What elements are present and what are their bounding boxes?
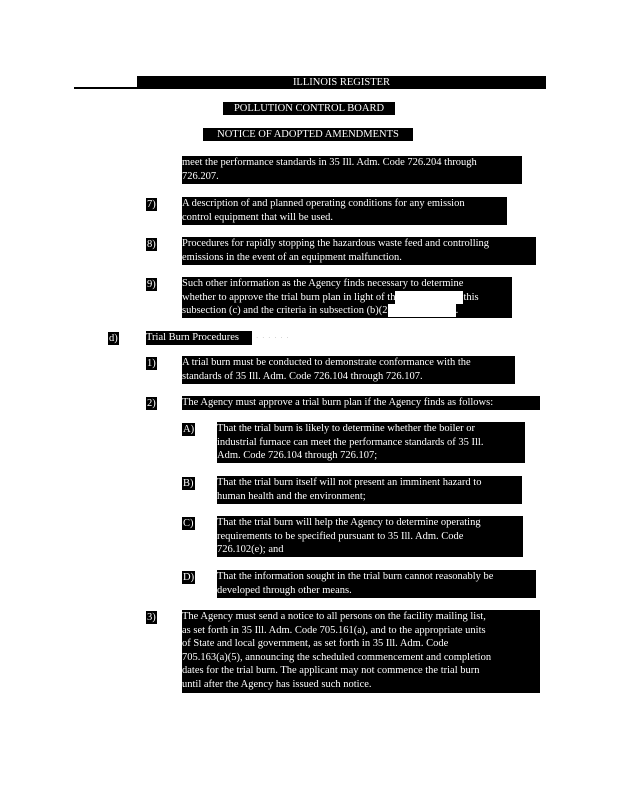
item-d3-text (182, 610, 540, 693)
item-A-text (217, 422, 525, 463)
text-line: 726.207. (182, 170, 219, 182)
text-line: Adm. Code 726.104 through 726.107; (217, 450, 378, 461)
text-line: Such other information as the Agency finds necessary to determine (182, 278, 464, 289)
text-fragment: whether to approve the trial burn plan in light of th (182, 291, 396, 303)
text-line: dates for the trial burn. The applicant may not commence the trial burn (182, 665, 480, 676)
section-d-heading (146, 331, 252, 345)
text-line: The Agency must send a notice to all persons on the facility mailing list, (182, 611, 486, 622)
item-7-label: 7) (147, 199, 156, 210)
text-line: That the trial burn itself will not present an imminent hazard to (217, 477, 482, 488)
text-line: as set forth in 35 Ill. Adm. Code 705.161(a), and to the appropriate units (182, 624, 486, 636)
text-line: The Agency must approve a trial burn plan if the Agency finds as follows: (182, 397, 494, 408)
item-D-label: D) (183, 572, 195, 583)
item-d2-text (182, 396, 540, 410)
text-line: That the trial burn will help the Agency to determine operating (217, 517, 481, 528)
text-line: That the information sought in the trial burn cannot reasonably be (217, 571, 494, 582)
redaction-gap (395, 291, 463, 304)
item-d2-label: 2) (147, 398, 156, 409)
item-9-label: 9) (147, 279, 156, 290)
register-title (137, 76, 546, 88)
item-C-label: C) (183, 518, 194, 529)
board-title-text: POLLUTION CONTROL BOARD (233, 103, 385, 114)
item-D-text (217, 570, 536, 598)
text-line: human health and the environment; (217, 490, 366, 502)
item-d1-label: 1) (147, 358, 156, 369)
text-line: of State and local government, as set forth in 35 Ill. Adm. Code (182, 638, 449, 649)
text-line: 705.163(a)(5), announcing the scheduled commencement and completion (182, 651, 492, 663)
item-B-label: B) (183, 478, 194, 489)
text-line (182, 304, 512, 318)
text-line: until after the Agency has issued such notice. (182, 678, 372, 690)
item-B-text (217, 476, 522, 504)
item-C-text (217, 516, 523, 557)
text-line: developed through other means. (217, 584, 352, 596)
item-8-label: 8) (147, 239, 156, 250)
scan-smudge-text: · · · · · · (256, 334, 290, 342)
text-line: 726.102(e); and (217, 544, 284, 555)
text-line: A description of and planned operating conditions for any emission (182, 198, 465, 209)
section-d-label: d) (109, 333, 118, 344)
section-d-heading-text: Trial Burn Procedures (146, 332, 239, 343)
text-line: meet the performance standards in 35 Ill. Adm. Code 726.204 through (182, 157, 477, 168)
item-d1-text (182, 356, 515, 384)
item-A-label: A) (183, 424, 195, 435)
text-line: That the trial burn is likely to determine whether the boiler or (217, 423, 476, 434)
text-line (182, 291, 512, 305)
item-7-text (182, 197, 507, 225)
text-line: requirements to be specified pursuant to 35 Ill. Adm. Code (217, 530, 464, 542)
text-fragment: this (463, 291, 479, 303)
item-d3-label: 3) (147, 612, 156, 623)
text-fragment: . (455, 305, 459, 316)
text-line: emissions in the event of an equipment malfunction. (182, 251, 402, 263)
register-title-text: ILLINOIS REGISTER (292, 77, 391, 88)
item-9-text (182, 277, 512, 318)
text-line: A trial burn must be conducted to demonstrate conformance with the (182, 357, 471, 368)
board-title (223, 102, 395, 115)
item-8-text (182, 237, 536, 265)
text-line: control equipment that will be used. (182, 211, 334, 223)
notice-title-text: NOTICE OF ADOPTED AMENDMENTS (217, 129, 399, 140)
text-fragment: subsection (c) and the criteria in subsection (b)(2 (182, 305, 388, 316)
text-line: Procedures for rapidly stopping the hazardous waste feed and controlling (182, 238, 490, 249)
notice-title (203, 128, 413, 141)
continuation-paragraph (182, 156, 522, 184)
text-line: standards of 35 Ill. Adm. Code 726.104 through 726.107. (182, 370, 423, 382)
text-line: industrial furnace can meet the performance standards of 35 Ill. (217, 436, 484, 448)
scan-smudge (256, 334, 290, 342)
redaction-gap (388, 304, 456, 317)
